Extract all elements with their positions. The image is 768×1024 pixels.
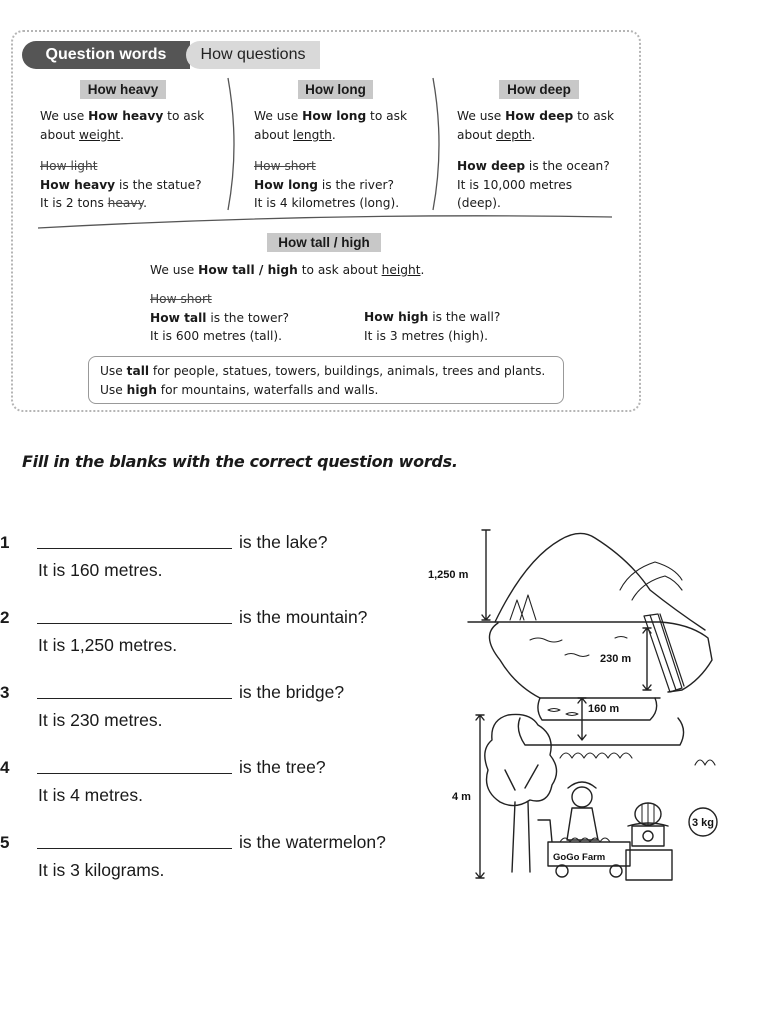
question-text: is the bridge? [239, 682, 345, 702]
how-deep-explanation: We use How deep to ask about depth. [457, 109, 615, 142]
question-text: is the tree? [239, 757, 326, 777]
tree-height-arrow [476, 715, 484, 878]
question-answer: It is 3 kilograms. [38, 860, 165, 880]
answer-blank[interactable] [37, 548, 232, 549]
question-number: 3 [0, 683, 10, 702]
how-tall-example: How short How tall is the tower? It is 600 metres (tall). [150, 292, 290, 343]
answer-blank[interactable] [37, 698, 232, 699]
river [620, 562, 682, 600]
farmer-head [572, 787, 592, 807]
bridge-length-label: 230 m [600, 653, 632, 665]
how-high-example: How high is the wall? It is 3 metres (high). [364, 310, 501, 343]
exercise-instruction: Fill in the blanks with the correct question words. [22, 452, 458, 471]
pine-trees [510, 595, 536, 620]
how-deep-heading: How deep [499, 80, 579, 99]
tree [485, 714, 557, 805]
answer-blank[interactable] [37, 773, 232, 774]
question-answer: It is 160 metres. [38, 560, 163, 580]
bushes [560, 753, 632, 758]
how-tall-explanation: We use How tall / high to ask about height. [150, 263, 425, 277]
bridge [644, 614, 684, 692]
lake-depth-label: 160 m [588, 703, 620, 715]
tab-how-questions: How questions [186, 41, 320, 69]
question-number: 2 [0, 608, 10, 627]
tree-height-label: 4 m [452, 791, 471, 803]
how-deep-example: How deep is the ocean? It is 10,000 metres (deep). [457, 159, 610, 210]
question-text: is the lake? [239, 532, 328, 552]
how-long-explanation: We use How long to ask about length. [254, 109, 408, 142]
farmer [567, 782, 598, 840]
question-answer: It is 4 metres. [38, 785, 144, 805]
cart-sign: GoGo Farm [553, 852, 606, 863]
how-heavy-heading: How heavy [80, 80, 166, 99]
question-text: is the mountain? [239, 607, 368, 627]
question-number: 1 [0, 533, 10, 552]
lake-shore [468, 622, 712, 692]
mountain-height-arrow [482, 530, 490, 620]
usage-note: Use tall for people, statues, towers, buildings, animals, trees and plants. Use high for mountains, waterfalls and walls. [88, 356, 564, 404]
question-number: 4 [0, 758, 10, 777]
how-heavy-explanation: We use How heavy to ask about weight. [40, 109, 205, 142]
mountain [495, 533, 705, 630]
question-text: is the watermelon? [239, 832, 386, 852]
weighing-scale [626, 850, 672, 880]
question-answer: It is 1,250 metres. [38, 635, 178, 655]
watermelon-weight-label: 3 kg [692, 817, 715, 829]
how-long-example: How short How long is the river? It is 4 kilometres (long). [254, 159, 400, 210]
bridge-length-arrow [643, 628, 651, 690]
how-heavy-example: How light How heavy is the statue? It is 2 tons heavy. [40, 159, 202, 210]
answer-blank[interactable] [37, 848, 232, 849]
mountain-height-label: 1,250 m [428, 569, 469, 581]
answer-blank[interactable] [37, 623, 232, 624]
landscape-illustration [420, 520, 730, 890]
question-number: 5 [0, 833, 10, 852]
lake-depth-arrow [578, 698, 586, 740]
tab-question-words: Question words [22, 41, 190, 69]
how-long-heading: How long [298, 80, 373, 99]
question-answer: It is 230 metres. [38, 710, 163, 730]
how-tall-heading: How tall / high [267, 233, 381, 252]
